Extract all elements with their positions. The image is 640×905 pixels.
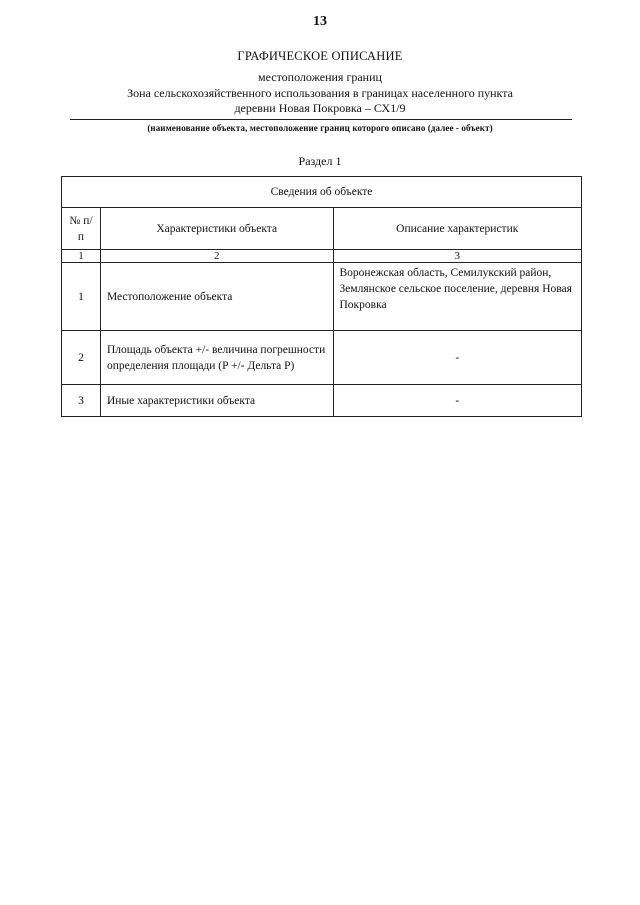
table-caption-row [62,177,582,208]
subtitle-line-3: деревни Новая Покровка – СХ1/9 [234,101,406,115]
table-caption: Сведения об объекте [62,177,582,208]
row-characteristic: Местоположение объекта [100,263,333,331]
subtitle-line-1: местоположения границ [258,70,382,84]
row-number: 3 [62,385,101,417]
row-number: 2 [62,331,101,385]
document-title: ГРАФИЧЕСКОЕ ОПИСАНИЕ [237,49,403,63]
table-row [62,331,582,385]
section-heading: Раздел 1 [298,154,342,168]
column-number: 2 [100,250,333,263]
table-header-row [62,208,582,250]
table-row [62,263,582,331]
column-number: 1 [62,250,101,263]
header-number: № п/п [62,208,101,250]
row-description: Воронежская область, Семилукский район, Землянское сельское поселение, деревня Новая Покровка [333,263,582,331]
document-subtitle [0,70,640,117]
column-number-row [62,250,582,263]
row-number: 1 [62,263,101,331]
column-number: 3 [333,250,582,263]
object-note: (наименование объекта, местоположение границ которого описано (далее - объект) [147,123,493,133]
subtitle-line-2: Зона сельскохозяйственного использования в границах населенного пункта [127,85,513,100]
object-info-table [61,176,582,417]
header-characteristics: Характеристики объекта [100,208,333,250]
underline-divider [70,119,572,120]
row-description: - [333,331,582,385]
row-description: - [333,385,582,417]
row-characteristic: Площадь объекта +/- величина погрешности определения площади (P +/- Дельта P) [100,331,333,385]
table-row [62,385,582,417]
row-characteristic: Иные характеристики объекта [100,385,333,417]
page-number: 13 [313,14,327,29]
header-description: Описание характеристик [333,208,582,250]
